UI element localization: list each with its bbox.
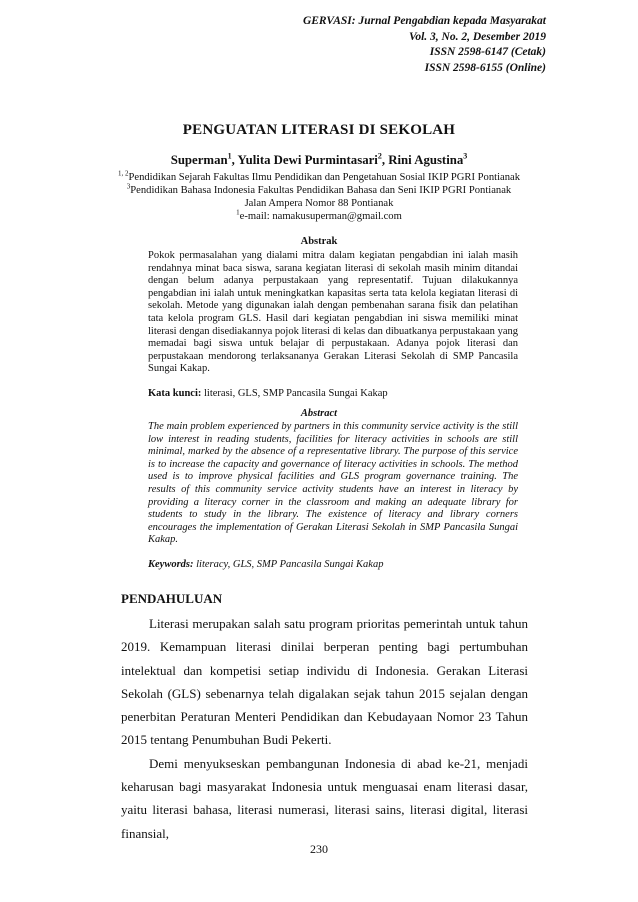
affiliation-text: Jalan Ampera Nomor 88 Pontianak — [244, 198, 394, 209]
abstract-heading: Abstract — [300, 408, 338, 419]
keywords-text: literacy, GLS, SMP Pancasila Sungai Kakap — [196, 559, 384, 570]
journal-issn-online: ISSN 2598-6155 (Online) — [424, 61, 546, 74]
author-list — [0, 153, 638, 168]
section-heading: PENDAHULUAN — [121, 591, 223, 606]
paragraph: Demi menyukseskan pembangunan Indonesia di abad ke-21, menjadi keharusan bagi masyarakat Indonesia untuk menguasai enam literasi dasar, yaitu literasi bahasa, literasi numerasi, literasi sains, literasi digital, literasi finansial, — [121, 755, 528, 841]
author-sup: 2 — [377, 151, 382, 161]
author-name: Yulita Dewi Purmintasari — [237, 153, 378, 167]
kata-kunci — [148, 388, 528, 399]
author-sup: 3 — [463, 151, 468, 161]
page-number: 230 — [310, 842, 328, 856]
affiliation-text: e-mail: namakusuperman@gmail.com — [239, 211, 402, 222]
author-sup: 1 — [227, 151, 232, 161]
kata-kunci-text: literasi, GLS, SMP Pancasila Sungai Kakap — [204, 388, 388, 399]
abstrak-heading: Abstrak — [300, 236, 338, 247]
kata-kunci-label: Kata kunci: — [148, 388, 202, 399]
body-text — [121, 612, 528, 845]
affiliation-sup: 1, 2 — [117, 169, 129, 178]
affiliation-email — [0, 210, 638, 224]
keywords — [148, 559, 528, 570]
journal-name: GERVASI: Jurnal Pengabdian kepada Masyarakat — [302, 15, 546, 27]
abstrak-text: Pokok permasalahan yang dialami mitra dalam kegiatan pengabdian ini ialah masih rendahnya minat baca siswa, sarana kegiatan literasi di sekolah masih minim ditandai dengan belum adanya perpustakaan yang representatif. Tujuan dilakukannya pengabdian ini ialah untuk meningkatkan kapasitas serta tata kelola kegiatan literasi di sekolah. Metode yang digunakan ialah dengan pembenahan sarana fisik dan pelatihan tata kelola program GLS. Hasil dari kegiatan pengabdian ini siswa memiliki minat literasi dengan disediakannya pojok literasi di kelas dan dibuatkanya perpustakaan yang memadai bagi siswa untuk belajar di perpustakaan. Adanya pojok literasi dan perpustakaan mendorong terlaksananya Gerakan Literasi Sekolah di SMP Pancasila Sungai Kakap. — [148, 250, 518, 375]
paper-title: PENGUATAN LITERASI DI SEKOLAH — [182, 122, 456, 138]
affiliation-sup: 3 — [126, 182, 131, 191]
journal-volume: Vol. 3, No. 2, Desember 2019 — [408, 30, 546, 43]
affiliation-2 — [0, 184, 638, 198]
author-name: Rini Agustina — [388, 153, 464, 167]
author-name: Superman — [170, 153, 228, 167]
author-separator: , — [381, 153, 389, 167]
journal-issn-print: ISSN 2598-6147 (Cetak) — [429, 46, 546, 58]
affiliation-1 — [0, 171, 638, 185]
keywords-label: Keywords: — [148, 559, 194, 570]
author-separator: , — [231, 153, 238, 167]
affiliation-text: Pendidikan Bahasa Indonesia Fakultas Pendidikan Bahasa dan Seni IKIP PGRI Pontianak — [130, 185, 512, 196]
journal-header — [303, 14, 546, 76]
affiliation-address — [0, 197, 638, 211]
paragraph: Literasi merupakan salah satu program prioritas pemerintah untuk tahun 2019. Kemampuan literasi dinilai berperan penting bagi pertumbuhan intelektual dan kompetisi setiap individu di Indonesia. Gerakan Literasi Sekolah (GLS) sebenarnya telah digalakan sejak tahun 2015 sejalan dengan penerbitan Peraturan Menteri Pendidikan dan Kebudayaan Nomor 23 Tahun 2015 tentang Penumbuhan Budi Pekerti. — [121, 616, 528, 748]
affiliation-sup: 1 — [236, 208, 240, 217]
abstract-text: The main problem experienced by partners in this community service activity is the still low interest in reading students, facilities for literacy activities in schools are still minimal, marked by the absence of a representative library. The purpose of this service is to increase the capacity and governance of literacy activities in schools. The method used is to improve physical facilities and GLS program governance training. The results of this community service activity students have an interest in literacy by providing a literacy corner in the classroom and making an adequate library for students to study in the library. The existence of literacy and library corners encourages the implementation of Gerakan Literasi Sekolah in SMP Pancasila Sungai Kakap. — [148, 421, 518, 546]
affiliation-text: Pendidikan Sejarah Fakultas Ilmu Pendidikan dan Pengetahuan Sosial IKIP PGRI Pontianak — [128, 172, 521, 183]
